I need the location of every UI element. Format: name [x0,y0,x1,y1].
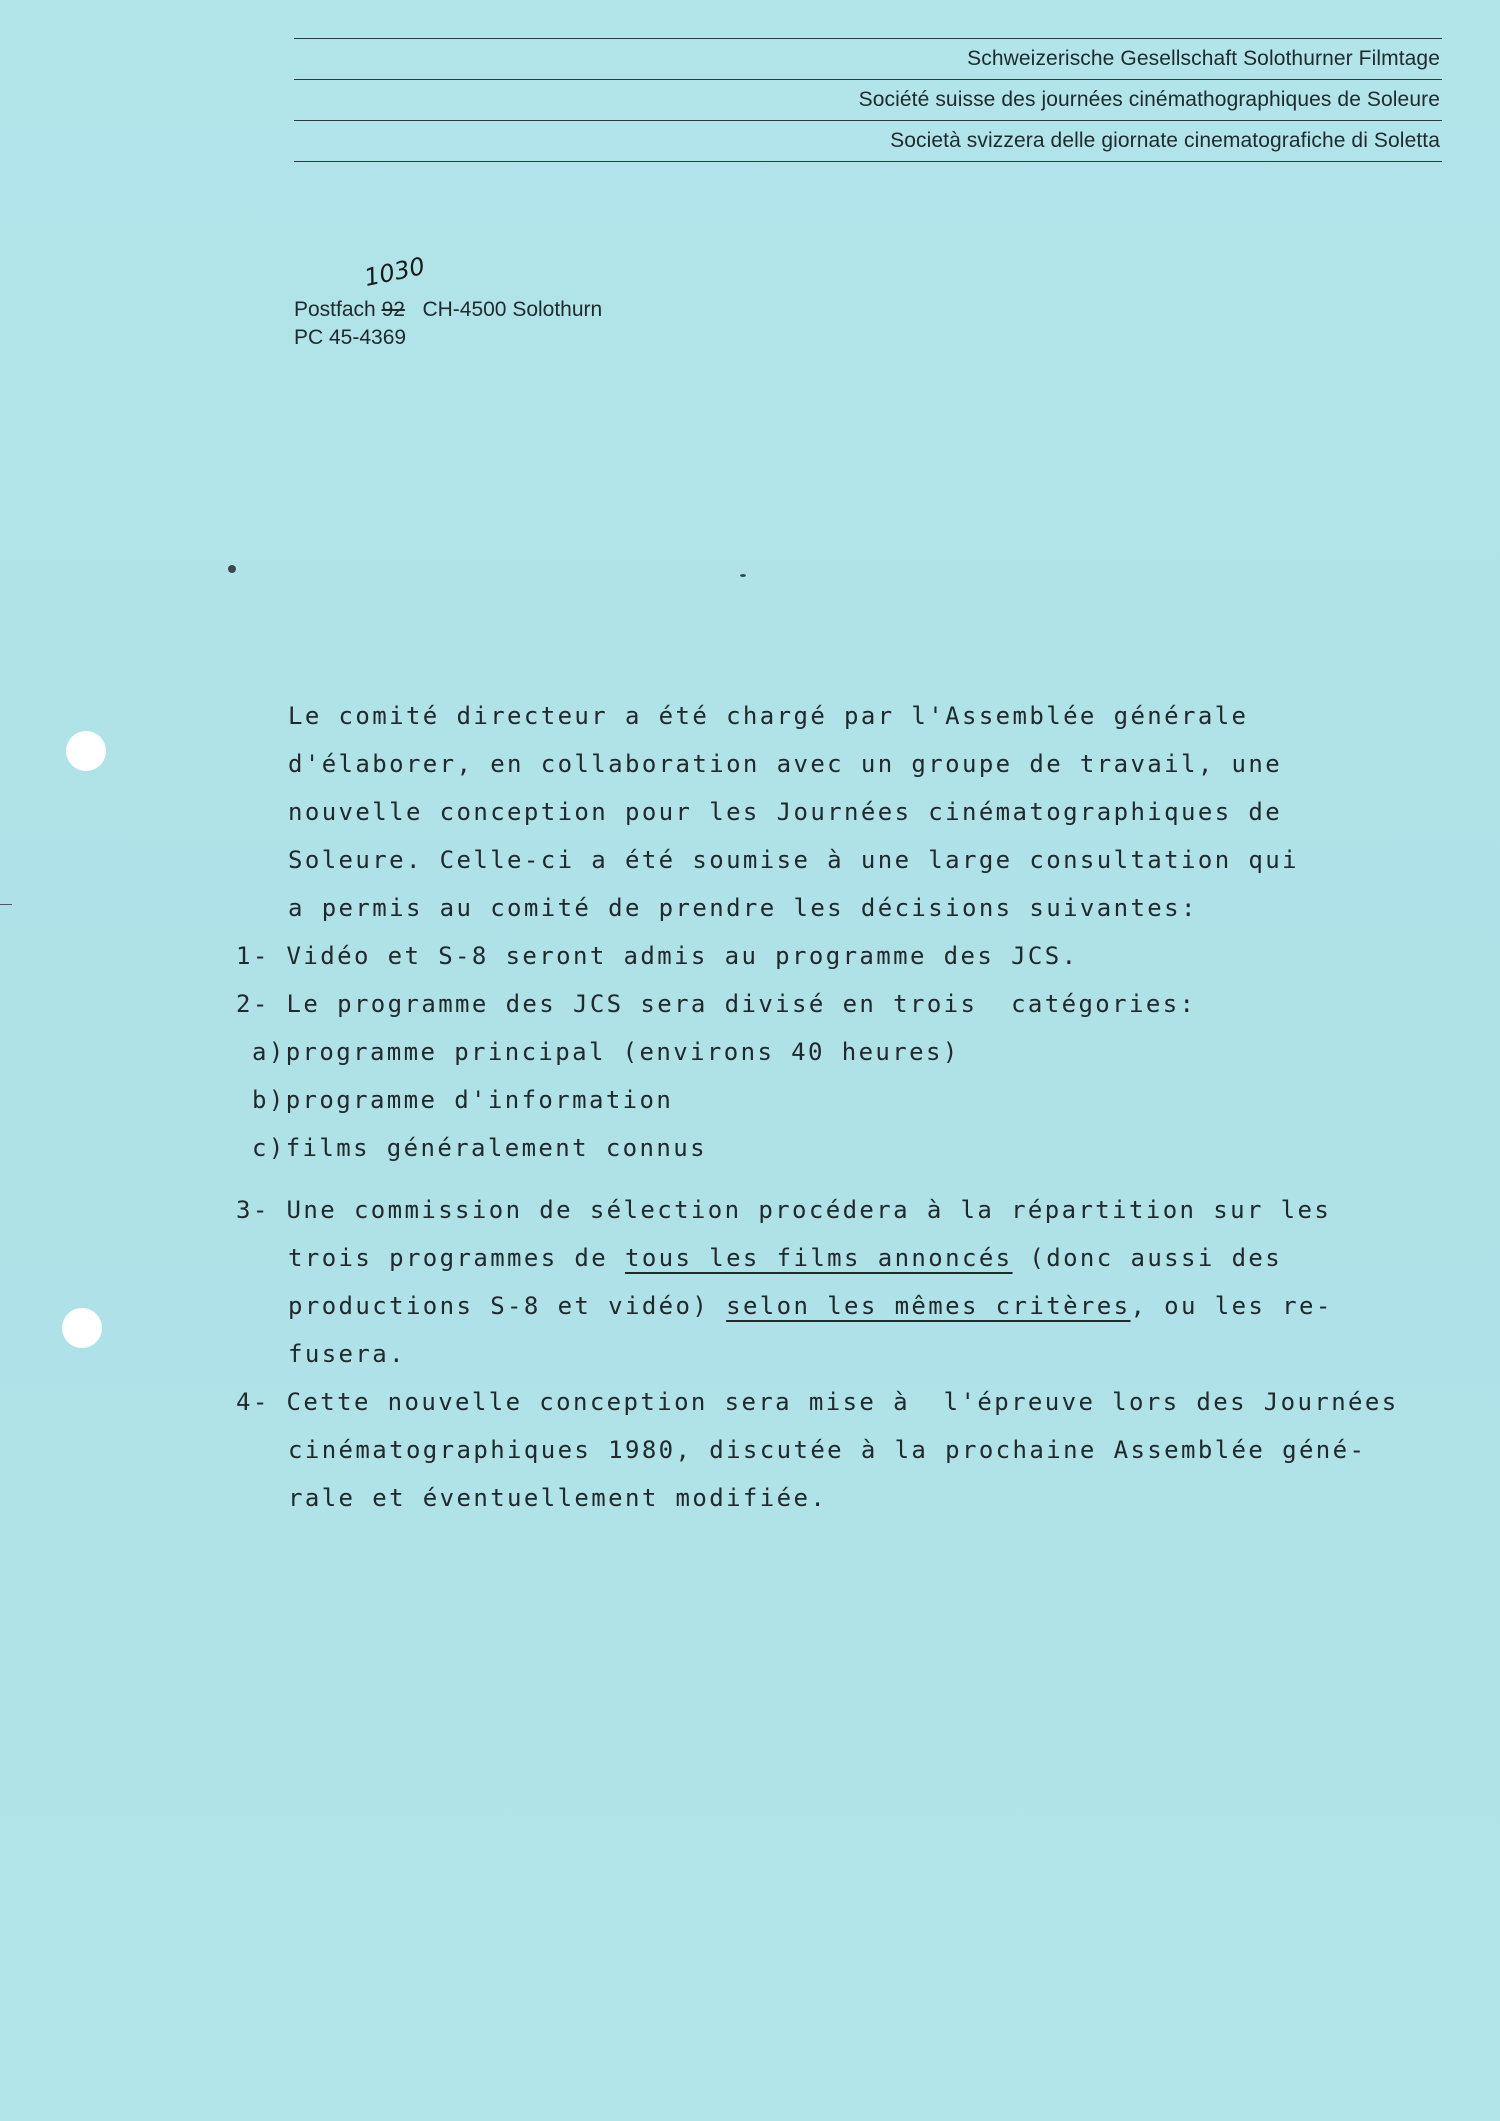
letterhead-german: Schweizerische Gesellschaft Solothurner Filmtage [967,47,1440,70]
letterhead-italian: Società svizzera delle giornate cinematografiche di Soletta [890,129,1440,152]
point-4-line: cinématographiques 1980, discutée à la prochaine Assemblée géné- [288,1436,1367,1464]
point-3-line: 3- Une commission de sélection procédera à la répartition sur les [236,1196,1332,1224]
point-3-line: fusera. [288,1340,406,1368]
ink-speck [228,565,236,573]
sender-address [294,251,603,352]
point-4-line: 4- Cette nouvelle conception sera mise à l'épreuve lors des Journées [236,1388,1399,1416]
spacer [236,1172,1476,1186]
underlined-text: tous les films annoncés [624,1244,1013,1272]
struck-number: 92 [381,298,405,321]
text-run: trois programmes de [288,1244,625,1272]
punch-hole-bottom [62,1308,102,1348]
pc-account: PC 45-4369 [294,326,407,349]
postfach-line [294,251,603,324]
point-1: 1- Vidéo et S-8 seront admis au programme des JCS. [236,942,1079,970]
point-2c: c)films généralement connus [252,1134,707,1162]
point-2a: a)programme principal (environs 40 heures) [252,1038,960,1066]
point-4-line: rale et éventuellement modifiée. [288,1484,828,1512]
intro-line: nouvelle conception pour les Journées cinématographiques de [288,798,1283,826]
underlined-text: selon les mêmes critères [726,1292,1131,1320]
intro-line: Soleure. Celle-ci a été soumise à une large consultation qui [288,846,1299,874]
postfach-number [361,251,427,321]
postfach-label: Postfach [294,298,376,321]
letterhead [294,38,1442,162]
intro-line: a permis au comité de prendre les décisions suivantes: [288,894,1198,922]
ink-speck [740,574,746,577]
letterhead-rule [294,161,1442,162]
letterhead-french: Société suisse des journées cinémathographiques de Soleure [858,88,1440,111]
point-2b: b)programme d'information [252,1086,674,1114]
edge-mark [0,904,12,905]
letter-body [236,692,1476,1522]
point-2: 2- Le programme des JCS sera divisé en trois catégories: [236,990,1197,1018]
point-3-line [236,1282,1476,1330]
punch-hole-top [66,731,106,771]
intro-line: Le comité directeur a été chargé par l'Assemblée générale [288,702,1249,730]
text-run: , ou les re- [1130,1292,1333,1320]
intro-line: d'élaborer, en collaboration avec un groupe de travail, une [288,750,1283,778]
text-run: productions S-8 et vidéo) [288,1292,727,1320]
handwritten-number: 1030 [361,251,427,293]
text-run: (donc aussi des [1012,1244,1283,1272]
point-3-line [236,1234,1476,1282]
city: CH-4500 Solothurn [422,298,603,321]
